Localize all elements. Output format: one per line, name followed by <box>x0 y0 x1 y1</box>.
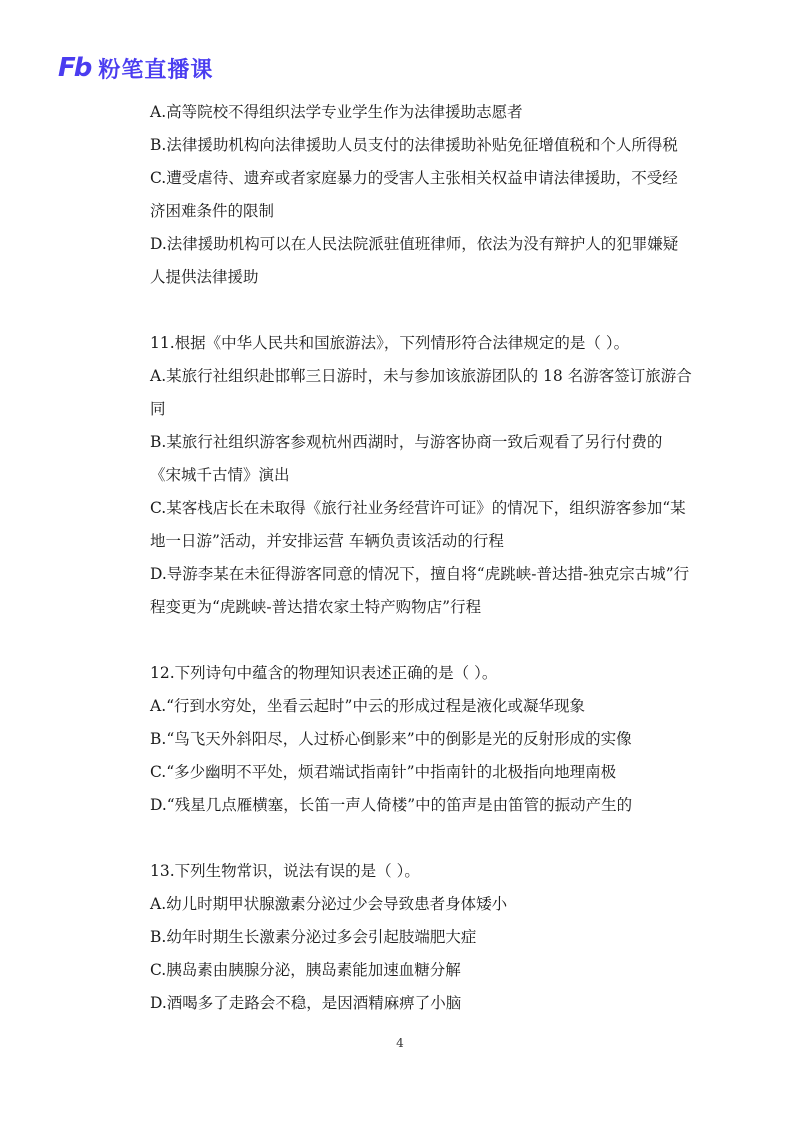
option-a: A.幼儿时期甲状腺激素分泌过少会导致患者身体矮小 <box>150 895 508 913</box>
option-b: B.“鸟飞天外斜阳尽，人过桥心倒影来”中的倒影是光的反射形成的实像 <box>150 730 632 748</box>
question-13 <box>118 855 693 1020</box>
document-body <box>118 96 693 1020</box>
option-d: D.法律援助机构可以在人民法院派驻值班律师，依法为没有辩护人的犯罪嫌疑人提供法律援助 <box>150 235 679 286</box>
option-b: B.法律援助机构向法律援助人员支付的法律援助补贴免征增值税和个人所得税 <box>150 136 678 154</box>
option-b: B.幼年时期生长激素分泌过多会引起肢端肥大症 <box>150 928 477 946</box>
question-stem: 13.下列生物常识，说法有误的是（ ）。 <box>150 862 420 880</box>
option-d: D.导游李某在未征得游客同意的情况下，擅自将“虎跳峡-普达措-独克宗古城”行程变更为“虎跳峡-普达措农家土特产购物店”行程 <box>150 565 690 616</box>
page-number: 4 <box>396 1036 404 1050</box>
fb-logo-icon: Fb <box>58 53 91 83</box>
option-c: C.遭受虐待、遗弃或者家庭暴力的受害人主张相关权益申请法律援助，不受经济困难条件的限制 <box>150 169 678 220</box>
prev-question-options <box>118 96 693 294</box>
brand-logo <box>58 50 213 86</box>
question-stem: 11.根据《中华人民共和国旅游法》，下列情形符合法律规定的是（ ）。 <box>150 334 630 352</box>
question-12 <box>118 657 693 822</box>
option-d: D.“残星几点雁横塞，长笛一声人倚楼”中的笛声是由笛管的振动产生的 <box>150 796 633 814</box>
option-a: A.“行到水穷处，坐看云起时”中云的形成过程是液化或凝华现象 <box>150 697 585 715</box>
question-stem: 12.下列诗句中蕴含的物理知识表述正确的是（ ）。 <box>150 664 498 682</box>
brand-name: 粉笔直播课 <box>98 57 214 83</box>
option-c: C.“多少幽明不平处，烦君端试指南针”中指南针的北极指向地理南极 <box>150 763 617 781</box>
option-d: D.酒喝多了走路会不稳，是因酒精麻痹了小脑 <box>150 994 462 1012</box>
question-11 <box>118 327 693 624</box>
option-a: A.高等院校不得组织法学专业学生作为法律援助志愿者 <box>150 103 523 121</box>
option-a: A.某旅行社组织赴邯郸三日游时，未与参加该旅游团队的 18 名游客签订旅游合同 <box>150 367 692 418</box>
option-c: C.胰岛素由胰腺分泌，胰岛素能加速血糖分解 <box>150 961 461 979</box>
option-c: C.某客栈店长在未取得《旅行社业务经营许可证》的情况下，组织游客参加“某地一日游”活动，并安排运营 车辆负责该活动的行程 <box>150 499 686 550</box>
option-b: B.某旅行社组织游客参观杭州西湖时，与游客协商一致后观看了另行付费的《宋城千古情》演出 <box>150 433 663 484</box>
